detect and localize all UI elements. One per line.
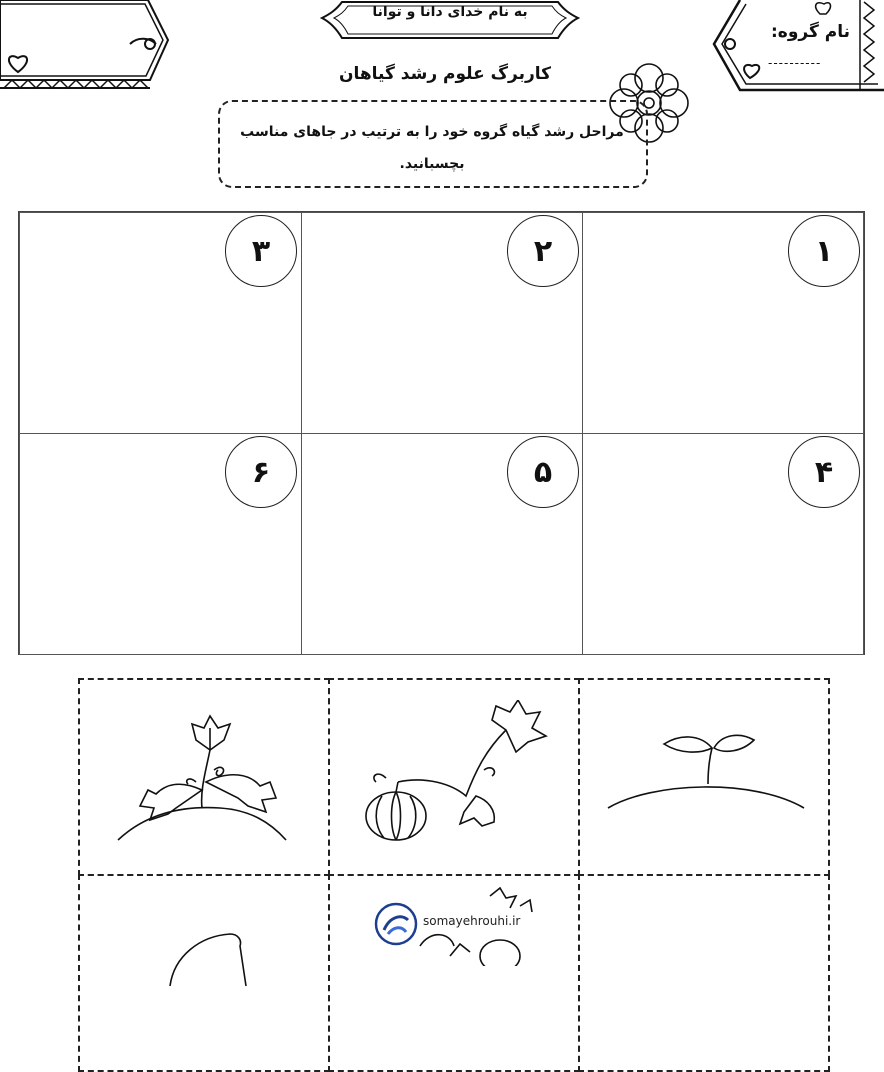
instructions-line-2: بچسبانید. [399,156,465,172]
paste-slot [301,212,583,434]
slot-number: ۵ [507,436,579,508]
cutout-card[interactable] [578,874,830,1072]
cutout-card[interactable] [78,678,330,876]
paste-slot [582,433,864,655]
decorative-tag-left [0,0,175,96]
decorative-tag-right [700,0,884,96]
cutout-card[interactable] [328,678,580,876]
cutout-card[interactable] [328,874,580,1072]
sprout-icon [602,720,812,820]
slot-number: ۲ [507,215,579,287]
group-name-line: ---------- [768,56,822,70]
pumpkin-vine-icon [356,700,556,850]
cutout-card[interactable] [578,678,830,876]
cutout-cards [78,678,830,978]
paste-slot [582,212,864,434]
leafy-vine-icon [110,710,290,850]
watermark-logo-icon [374,900,418,948]
slot-number: ۶ [225,436,297,508]
paste-slot [301,433,583,655]
slot-number: ۱ [788,215,860,287]
worksheet-title: کاربرگ علوم رشد گیاهان [338,64,552,84]
watermark-text: somayehrouhi.ir [423,914,521,928]
paste-slot [19,433,302,655]
slot-number: ۴ [788,436,860,508]
instructions-line-1: مراحل رشد گیاه گروه خود را به ترتیب در جاهای مناسب [240,124,624,140]
instructions-text [232,116,632,180]
paste-grid [18,211,865,655]
slot-number: ۳ [225,215,297,287]
bismillah-banner-text: به نام خدای دانا و توانا [372,4,528,20]
group-name-label: نام گروه: [770,22,850,42]
paste-slot [19,212,302,434]
cutout-card[interactable] [78,874,330,1072]
pumpkin-outline-icon [160,926,260,986]
